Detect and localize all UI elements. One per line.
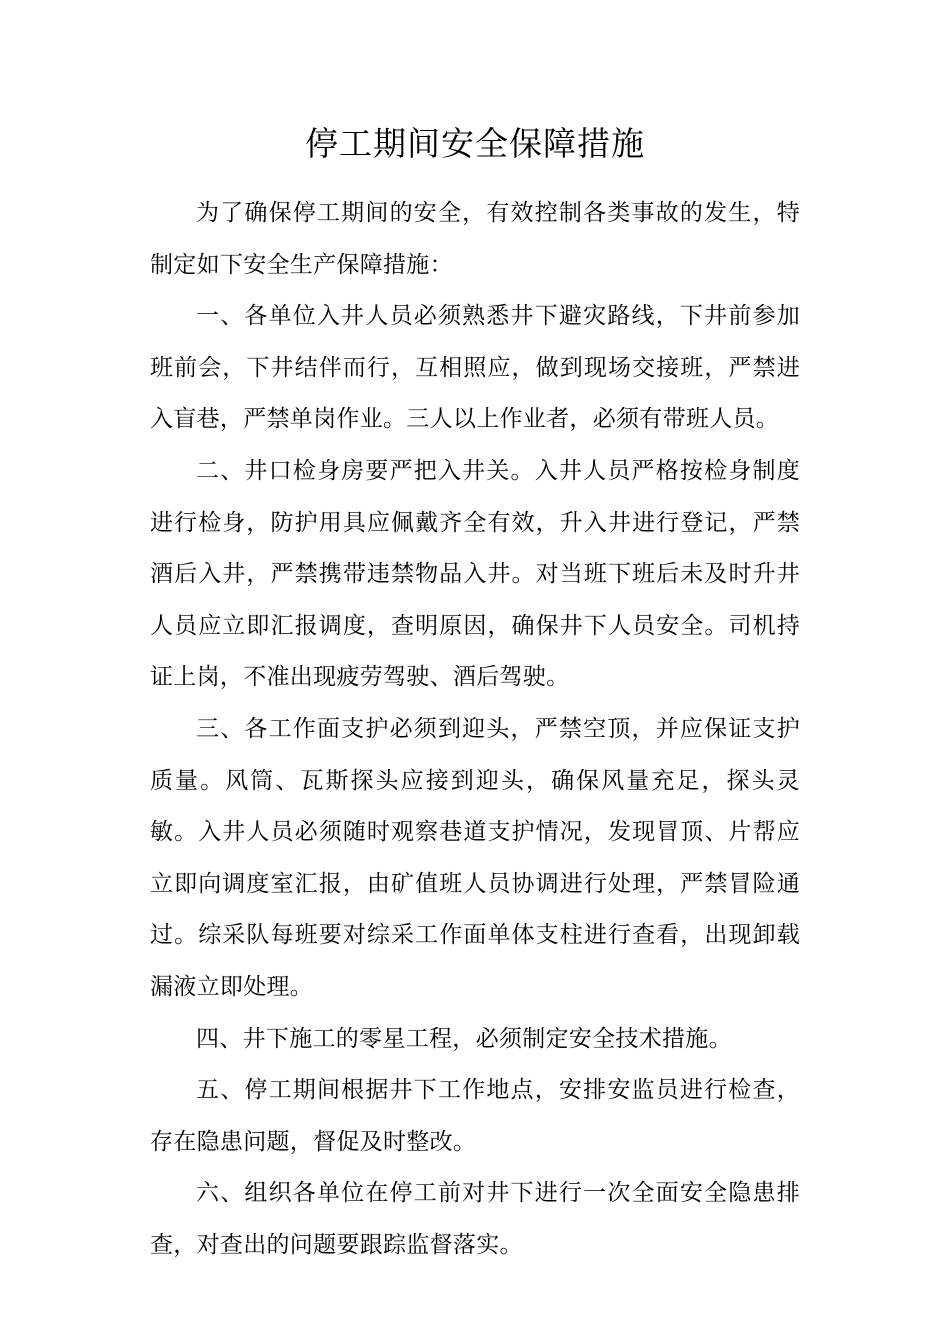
document-body [150, 188, 800, 1271]
paragraph-item-5: 五、停工期间根据井下工作地点，安排安监员进行检查，存在隐患问题，督促及时整改。 [150, 1077, 800, 1155]
paragraph-item-4: 四、井下施工的零星工程，必须制定安全技术措施。 [196, 1025, 732, 1052]
paragraph-item-3: 三、各工作面支护必须到迎头，严禁空顶，并应保证支护质量。风筒、瓦斯探头应接到迎头，确保风量充足，探头灵敏。入井人员必须随时观察巷道支护情况，发现冒顶、片帮应立即向调度室汇报，由矿值班人员协调进行处理，严禁冒险通过。综采队每班要对综采工作面单体支柱进行查看，出现卸载漏液立即处理。 [150, 715, 800, 1000]
paragraph-item-1: 一、各单位入井人员必须熟悉井下避灾路线，下井前参加班前会，下井结伴而行，互相照应，做到现场交接班，严禁进入盲巷，严禁单岗作业。三人以上作业者，必须有带班人员。 [150, 303, 800, 433]
paragraph-intro: 为了确保停工期间的安全，有效控制各类事故的发生，特制定如下安全生产保障措施： [150, 200, 800, 278]
paragraph-item-2: 二、井口检身房要严把入井关。入井人员严格按检身制度进行检身，防护用具应佩戴齐全有效，升入井进行登记，严禁酒后入井，严禁携带违禁物品入井。对当班下班后未及时升井人员应立即汇报调度，查明原因，确保井下人员安全。司机持证上岗，不准出现疲劳驾驶、酒后驾驶。 [150, 457, 800, 691]
paragraph-item-6: 六、组织各单位在停工前对井下进行一次全面安全隐患排查，对查出的问题要跟踪监督落实。 [150, 1180, 800, 1258]
document-title: 停工期间安全保障措施 [305, 124, 645, 163]
